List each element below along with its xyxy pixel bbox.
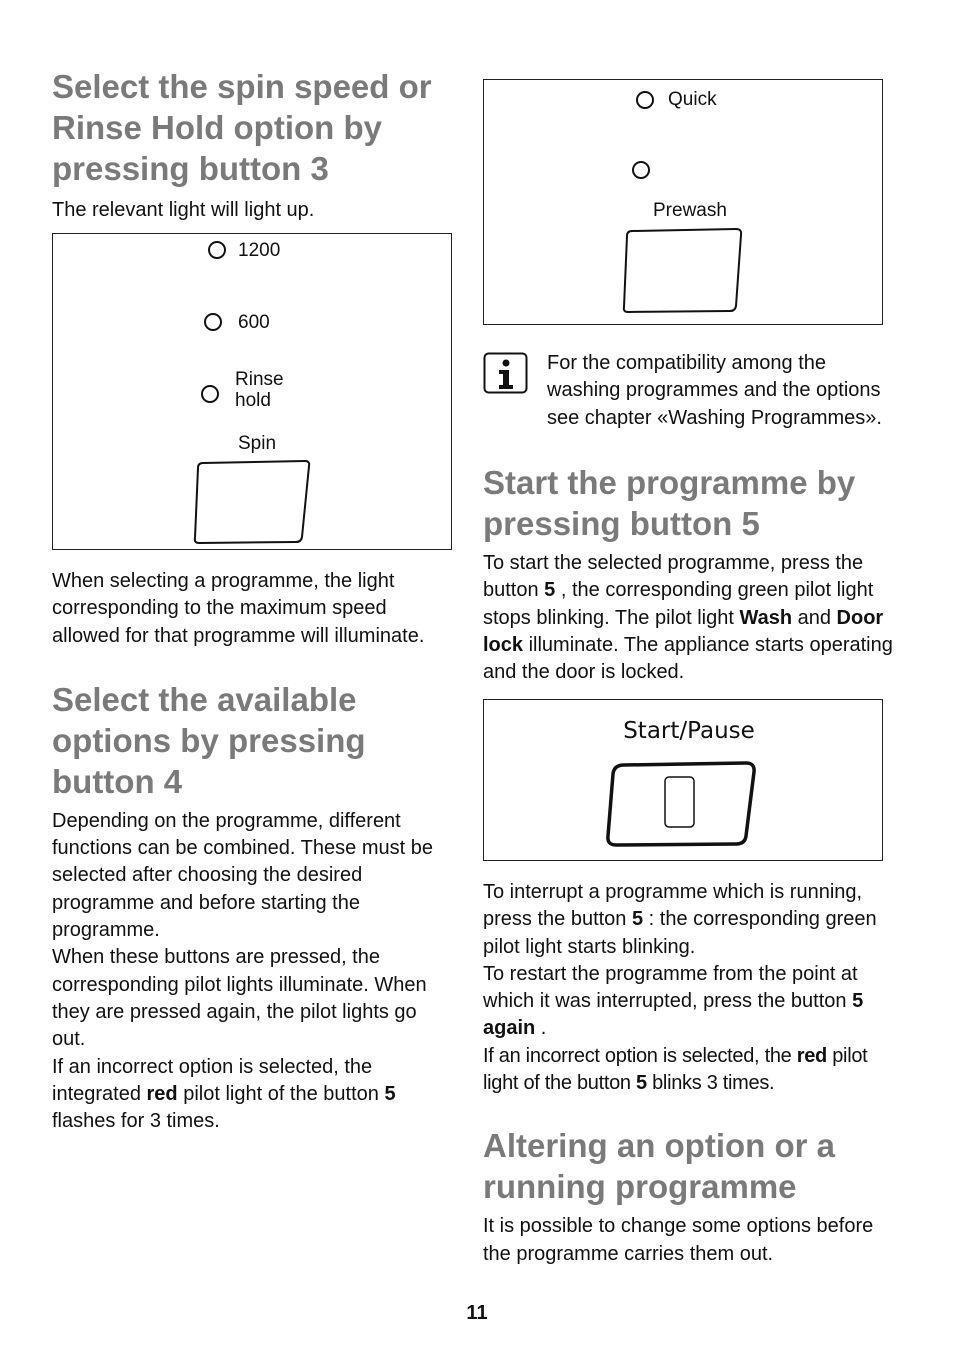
label-hold: hold bbox=[235, 390, 271, 411]
text-span: and bbox=[792, 606, 837, 629]
text-span: : the corresponding green pilot light starts blinking. bbox=[483, 908, 877, 958]
options-panel-illustration bbox=[483, 79, 883, 325]
info-text: For the compatibility among the washing programmes and the options see chapter «Washing Programmes». bbox=[547, 352, 882, 429]
label-1200: 1200 bbox=[238, 240, 281, 261]
spin-button-icon bbox=[191, 459, 313, 547]
info-icon bbox=[483, 352, 529, 394]
text-span: To start the selected programme, press the button bbox=[483, 552, 864, 602]
text-span: . bbox=[535, 1017, 547, 1040]
options-paragraph-2: When these buttons are pressed, the corresponding pilot lights illuminate. When they are pressed again, the pilot lights go out. bbox=[52, 946, 427, 1051]
spin-note: When selecting a programme, the light corresponding to the maximum speed allowed for that programme will illuminate. bbox=[52, 570, 425, 647]
label-prewash: Prewash bbox=[653, 200, 727, 221]
led-prewash-icon bbox=[632, 161, 650, 179]
led-600-icon bbox=[204, 313, 222, 331]
prewash-button-icon bbox=[620, 226, 746, 316]
text-span: blinks 3 times. bbox=[646, 1072, 775, 1095]
bold-again: again bbox=[483, 1017, 536, 1040]
text-span: To interrupt a programme which is running, press the button bbox=[483, 881, 863, 931]
options-paragraph-1: Depending on the programme, different functions can be combined. These must be selected after choosing the desired programme and before starting the programme. bbox=[52, 809, 433, 942]
label-spin: Spin bbox=[238, 433, 277, 454]
incorrect-option-paragraph bbox=[483, 1043, 903, 1098]
start-pause-button-icon bbox=[604, 760, 758, 850]
label-quick: Quick bbox=[668, 89, 717, 110]
options-heading: Select the available options by pressing button 4 bbox=[52, 680, 366, 800]
text-span: pilot light of the button bbox=[483, 1044, 868, 1095]
label-rinse: Rinse bbox=[235, 369, 284, 390]
label-600: 600 bbox=[238, 312, 270, 333]
info-note bbox=[547, 350, 897, 432]
text-span: illuminate. The appliance starts operating and the door is locked. bbox=[483, 633, 893, 684]
led-rinse-hold-icon bbox=[201, 385, 219, 403]
text-span: , the corresponding green pilot light stops blinking. The pilot light bbox=[483, 579, 874, 629]
left-column-lower bbox=[52, 568, 452, 1135]
bold-red: red bbox=[146, 1082, 178, 1105]
text-span: If an incorrect option is selected, the integrated bbox=[52, 1055, 373, 1105]
text-span: pilot light of the button bbox=[177, 1082, 385, 1105]
spin-intro: The relevant light will light up. bbox=[52, 199, 315, 221]
right-column-start bbox=[483, 462, 903, 686]
text-span: To restart the programme from the point at which it was interrupted, press the button bbox=[483, 962, 858, 1013]
page-number: 11 bbox=[466, 1302, 488, 1324]
bold-button-number: 5 bbox=[384, 1082, 396, 1105]
text-span: flashes for 3 times. bbox=[52, 1110, 220, 1133]
led-1200-icon bbox=[208, 241, 226, 259]
bold-red: red bbox=[796, 1044, 827, 1067]
left-column bbox=[52, 66, 452, 224]
bold-wash: Wash bbox=[739, 606, 793, 629]
right-column-interrupt bbox=[483, 879, 903, 1268]
bold-button-number: 5 bbox=[852, 990, 864, 1013]
label-start-pause: Start/Pause bbox=[623, 718, 755, 744]
start-heading: Start the programme by pressing button 5 bbox=[483, 464, 856, 542]
led-quick-icon bbox=[636, 91, 654, 109]
spin-heading: Select the spin speed or Rinse Hold option by pressing button 3 bbox=[52, 68, 432, 187]
restart-paragraph bbox=[483, 961, 903, 1043]
start-pause-panel-illustration bbox=[483, 699, 883, 861]
spin-panel-illustration bbox=[52, 233, 452, 550]
interrupt-paragraph bbox=[483, 879, 903, 961]
bold-button-number: 5 bbox=[544, 579, 556, 602]
bold-button-number: 5 bbox=[631, 908, 644, 931]
bold-door-lock: Door lock bbox=[483, 606, 884, 656]
alter-text: It is possible to change some options before the programme carries them out. bbox=[483, 1215, 874, 1265]
bold-button-number: 5 bbox=[636, 1072, 647, 1095]
options-paragraph-3 bbox=[52, 1054, 452, 1136]
alter-heading: Altering an option or a running programme bbox=[483, 1127, 835, 1206]
start-paragraph bbox=[483, 550, 903, 686]
text-span: If an incorrect option is selected, the bbox=[483, 1044, 797, 1067]
